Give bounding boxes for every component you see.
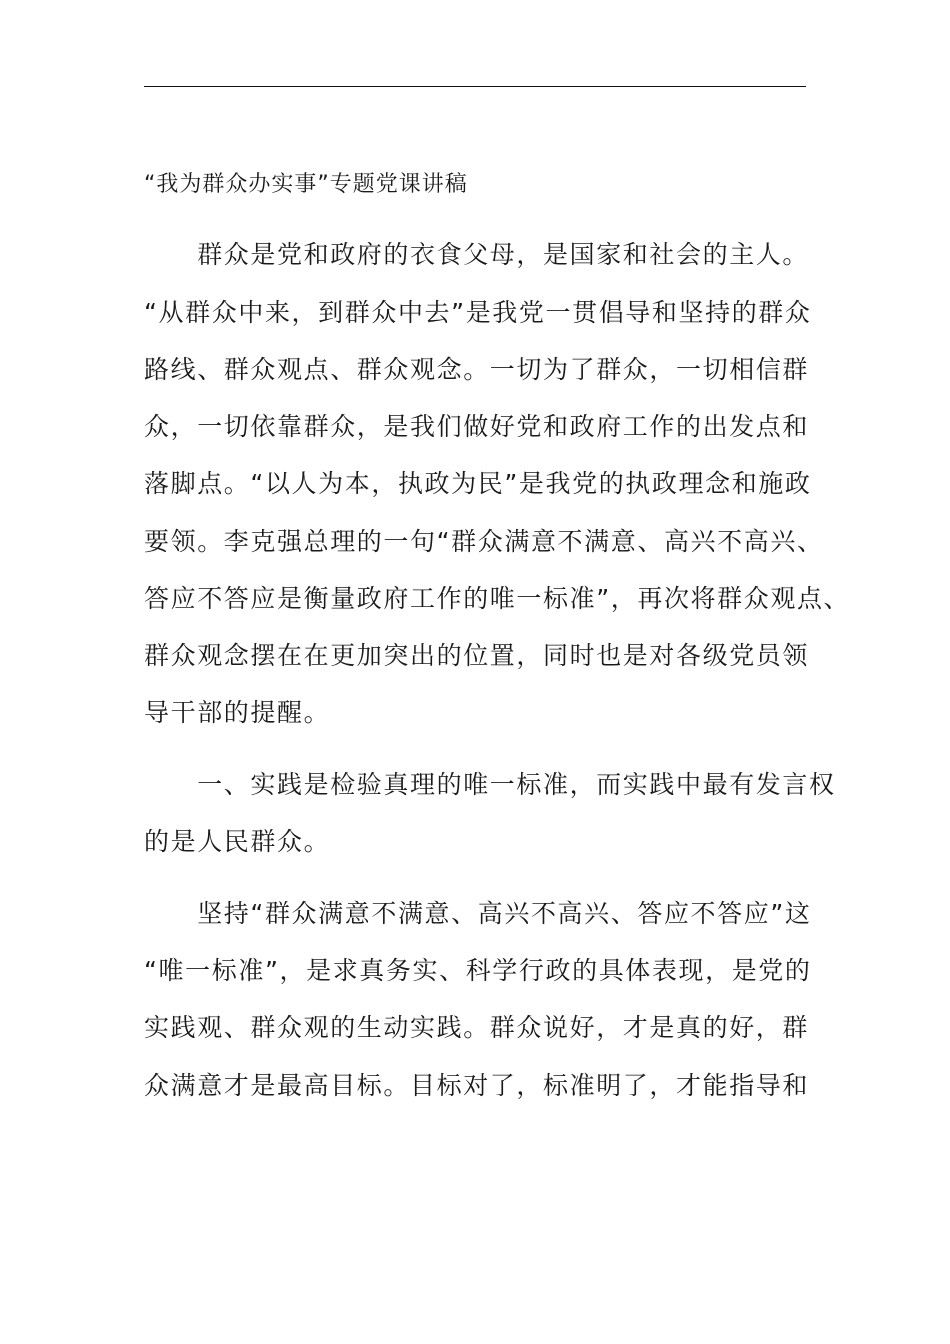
body-line: 众，一切依靠群众，是我们做好党和政府工作的出发点和 [144, 412, 810, 441]
body-line: “唯一标准”，是求真务实、科学行政的具体表现，是党的 [144, 956, 812, 985]
body-line: 群众观念摆在在更加突出的位置，同时也是对各级党员领 [144, 641, 810, 670]
section-heading-line: 一、实践是检验真理的唯一标准，而实践中最有发言权 [144, 770, 836, 799]
body-line: “从群众中来，到群众中去”是我党一贯倡导和坚持的群众 [144, 298, 812, 327]
header-rule [144, 86, 806, 87]
body-line: 答应不答应是衡量政府工作的唯一标准”，再次将群众观点、 [144, 584, 851, 613]
body-line: 导干部的提醒。 [144, 698, 331, 727]
body-line: 坚持“群众满意不满意、高兴不高兴、答应不答应”这 [144, 899, 812, 928]
body-line: 落脚点。“以人为本，执政为民”是我党的执政理念和施政 [144, 469, 812, 498]
document-title: “我为群众办实事”专题党课讲稿 [144, 172, 468, 197]
body-line: 要领。李克强总理的一句“群众满意不满意、高兴不高兴、 [144, 527, 824, 556]
body-line: 路线、群众观点、群众观念。一切为了群众，一切相信群 [144, 355, 810, 384]
body-line: 众满意才是最高目标。目标对了，标准明了，才能指导和 [144, 1071, 810, 1100]
section-heading-line: 的是人民群众。 [144, 827, 331, 856]
body-line: 实践观、群众观的生动实践。群众说好，才是真的好，群 [144, 1013, 810, 1042]
body-line: 群众是党和政府的衣食父母，是国家和社会的主人。 [144, 240, 810, 269]
